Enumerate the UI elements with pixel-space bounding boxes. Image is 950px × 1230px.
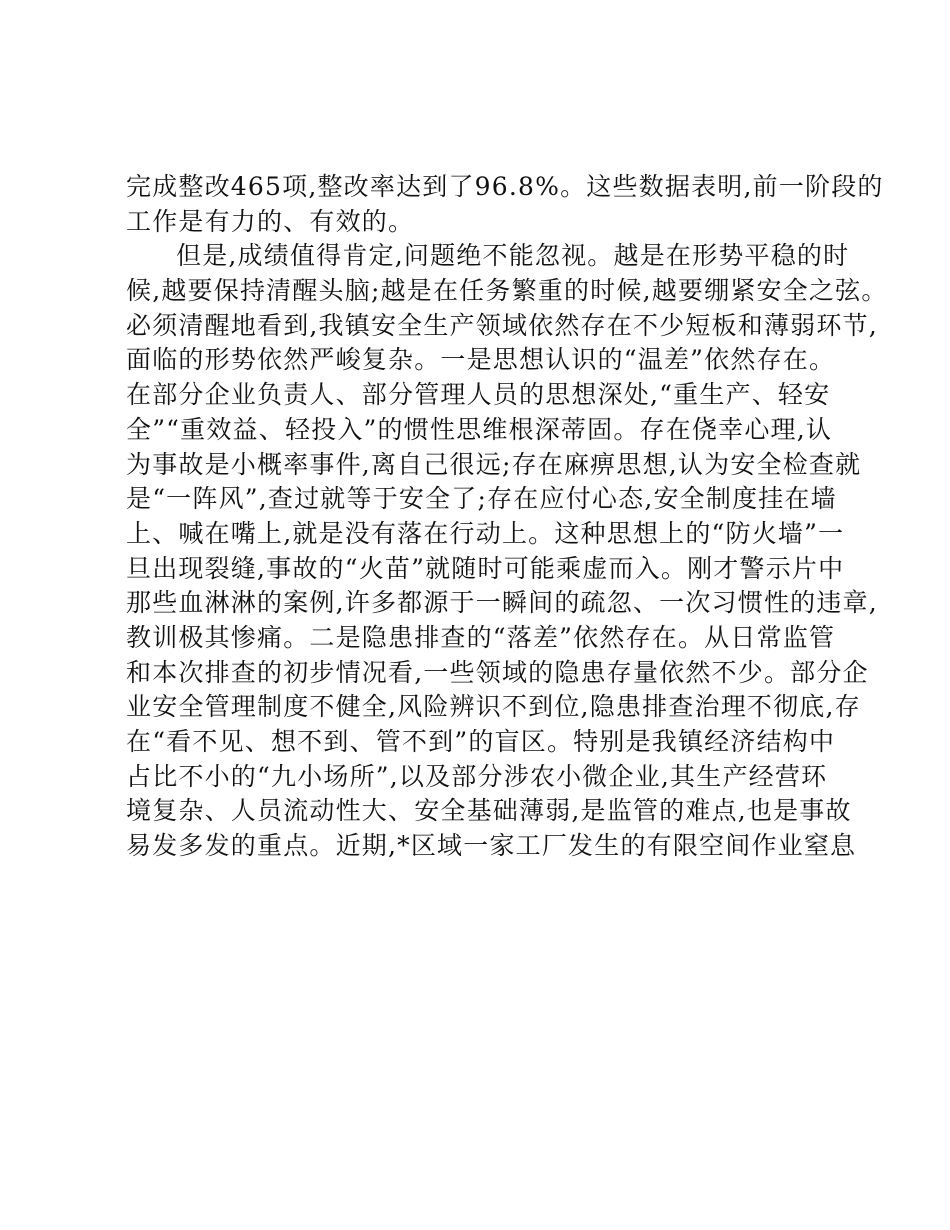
- text-line: 在“看不见、想不到、管不到”的盲区。特别是我镇经济结构中: [126, 727, 836, 756]
- text-line: 和本次排查的初步情况看,一些领域的隐患存量依然不少。部分企: [126, 657, 869, 687]
- text-line: 必须清醒地看到,我镇安全生产领域依然存在不少短板和薄弱环节,: [126, 310, 878, 340]
- text-line: 面临的形势依然严峻复杂。一是思想认识的“温差”依然存在。: [126, 345, 836, 375]
- text-line: 在部分企业负责人、部分管理人员的思想深处,“重生产、轻安: [126, 380, 831, 410]
- text-line: 占比不小的“九小场所”,以及部分涉农小微企业,其生产经营环: [126, 761, 828, 791]
- text-line: 工作是有力的、有效的。: [126, 206, 415, 236]
- text-line: 旦出现裂缝,事故的“火苗”就随时可能乘虚而入。刚才警示片中: [126, 553, 845, 583]
- text-line: 完成整改465项,整改率达到了96.8%。这些数据表明,前一阶段的: [126, 172, 884, 201]
- text-line: 那些血淋淋的案例,许多都源于一瞬间的疏忽、一次习惯性的违章,: [126, 588, 878, 618]
- text-line: 是“一阵风”,查过就等于安全了;存在应付心态,安全制度挂在墙: [126, 484, 837, 514]
- text-line: 候,越要保持清醒头脑;越是在任务繁重的时候,越要绷紧安全之弦。: [126, 276, 888, 306]
- text-line: 为事故是小概率事件,离自己很远;存在麻痹思想,认为安全检查就: [126, 449, 862, 479]
- text-line: 境复杂、人员流动性大、安全基础薄弱,是监管的难点,也是事故: [126, 796, 852, 826]
- text-line: 教训极其惨痛。二是隐患排查的“落差”依然存在。从日常监管: [126, 622, 836, 652]
- text-line: 业安全管理制度不健全,风险辨识不到位,隐患排查治理不彻底,存: [126, 692, 861, 722]
- paragraph-first-line: 但是,成绩值得肯定,问题绝不能忽视。越是在形势平稳的时: [176, 241, 850, 271]
- text-line: 全”“重效益、轻投入”的惯性思维根深蒂固。存在侥幸心理,认: [126, 414, 833, 444]
- text-line: 易发多发的重点。近期,*区域一家工厂发生的有限空间作业窒息: [126, 831, 857, 861]
- document-body: [0, 170, 950, 864]
- text-line: 上、喊在嘴上,就是没有落在行动上。这种思想上的“防火墙”一: [126, 518, 845, 548]
